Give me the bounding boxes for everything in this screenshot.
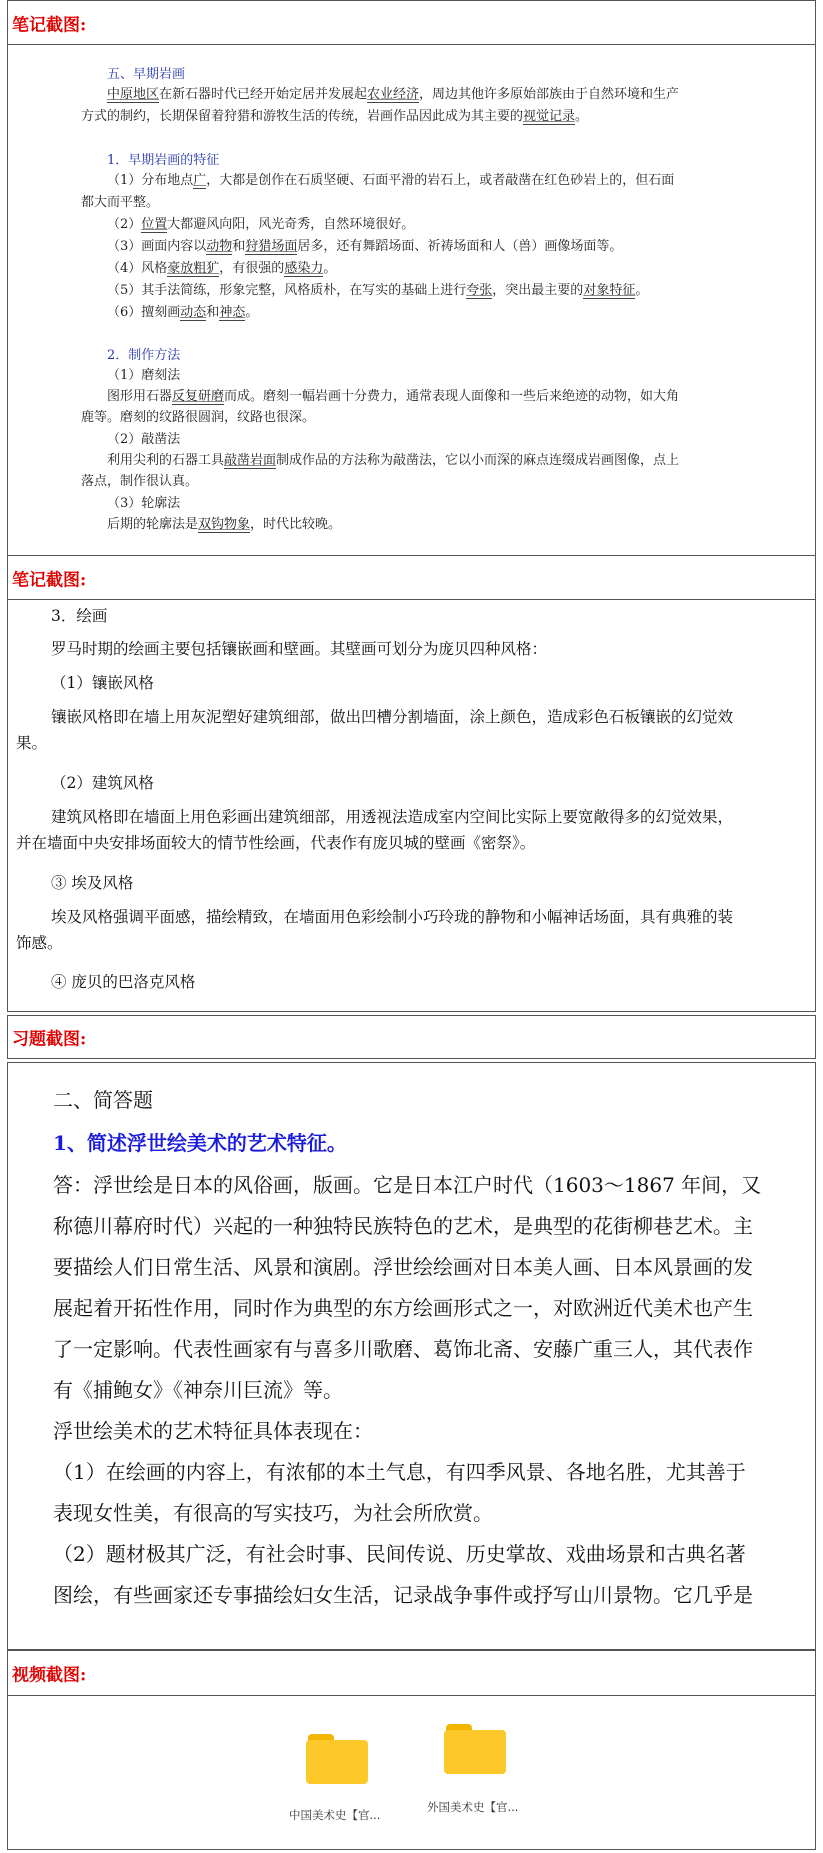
feature-line: （1）分布地点广，大都是创作在石质坚硬、石面平滑的岩石上，或者敲凿在红色砂岩上的，但石面 <box>107 173 675 188</box>
text-line: 罗马时期的绘画主要包括镶嵌画和壁画。其壁画可划分为庞贝四种风格： <box>51 640 548 658</box>
text-line: ④ 庞贝的巴洛克风格 <box>51 973 196 991</box>
text-line: （1）镶嵌风格 <box>51 674 154 692</box>
notes-header-1 <box>7 0 816 45</box>
method-line: （2）敲凿法 <box>107 432 181 447</box>
text-line: 并在墙面中央安排场面较大的情节性绘画，代表作有庞贝城的壁画《密祭》。 <box>16 834 536 852</box>
intro-line: 方式的制约，长期保留着狩猎和游牧生活的传统，岩画作品因此成为其主要的视觉记录。 <box>81 109 589 124</box>
video-panel <box>7 1695 816 1850</box>
subheading: 1．早期岩画的特征 <box>107 153 220 168</box>
answer-line: （1）在绘画的内容上，有浓郁的本土气息，有四季风景、各地名胜，尤其善于 <box>53 1460 746 1484</box>
notes-panel-1 <box>7 44 816 556</box>
method-line: 利用尖利的石器工具敲凿岩面制成作品的方法称为敲凿法，它以小而深的麻点连缀成岩画图像，点上 <box>107 453 680 468</box>
feature-line: （4）风格豪放粗犷，有很强的感染力。 <box>107 261 337 276</box>
section-title: 笔记截图: <box>12 15 87 35</box>
feature-line: （2）位置大都避风向阳，风光奇秀，自然环境很好。 <box>107 217 415 232</box>
answer-line: 展起着开拓性作用，同时作为典型的东方绘画形式之一，对欧洲近代美术也产生 <box>53 1296 753 1320</box>
exercise-panel <box>7 1062 816 1650</box>
method-line: 后期的轮廓法是双钩物象，时代比较晚。 <box>107 517 342 532</box>
heading: 五、早期岩画 <box>107 67 186 82</box>
section-title: 笔记截图: <box>12 570 87 590</box>
method-line: 落点，制作很认真。 <box>81 474 199 489</box>
answer-line: 称德川幕府时代）兴起的一种独特民族特色的艺术，是典型的花街柳巷艺术。主 <box>53 1214 753 1238</box>
notes-header-2 <box>7 555 816 600</box>
answer-line: 表现女性美，有很高的写实技巧，为社会所欣赏。 <box>53 1501 493 1525</box>
subheading: 2．制作方法 <box>107 348 181 363</box>
feature-line: （6）擅刻画动态和神态。 <box>107 305 259 320</box>
text-line: 果。 <box>16 734 48 752</box>
answer-line: 有《捕鲍女》《神奈川巨流》等。 <box>53 1378 343 1402</box>
answer-line: 答：浮世绘是日本的风俗画，版画。它是日本江户时代（1603～1867 年间，又 <box>53 1173 762 1197</box>
feature-line: 都大而平整。 <box>81 195 160 210</box>
text-line: （2）建筑风格 <box>51 774 154 792</box>
answer-line: 要描绘人们日常生活、风景和演剧。浮世绘绘画对日本美人画、日本风景画的发 <box>53 1255 753 1279</box>
feature-line: （5）其手法简练，形象完整，风格质朴，在写实的基础上进行夸张，突出最主要的对象特征。 <box>107 283 649 298</box>
intro-line: 中原地区在新石器时代已经开始定居并发展起农业经济，周边其他许多原始部族由于自然环境和生产 <box>107 87 680 102</box>
question-title: 1、简述浮世绘美术的艺术特征。 <box>53 1131 347 1155</box>
text-line: ③ 埃及风格 <box>51 874 134 892</box>
method-line: （3）轮廓法 <box>107 496 181 511</box>
exercise-header <box>7 1015 816 1059</box>
folder-icon[interactable] <box>306 1734 368 1784</box>
text-line: 埃及风格强调平面感，描绘精致，在墙面用色彩绘制小巧玲珑的静物和小幅神话场面，具有典雅的装 <box>51 908 734 926</box>
feature-line: （3）画面内容以动物和狩猎场面居多，还有舞蹈场面、祈祷场面和人（兽）画像场面等。 <box>107 239 623 254</box>
folder-icon[interactable] <box>444 1724 506 1774</box>
section-heading: 二、简答题 <box>53 1088 153 1112</box>
answer-line: 浮世绘美术的艺术特征具体表现在： <box>53 1419 373 1443</box>
notes-panel-2 <box>7 599 816 1012</box>
folder-label[interactable]: 外国美术史【官... <box>427 1800 519 1814</box>
text-line: 建筑风格即在墙面上用色彩画出建筑细部，用透视法造成室内空间比实际上要宽敞得多的幻觉效果， <box>51 808 734 826</box>
text-line: 3．绘画 <box>51 607 108 625</box>
folder-label[interactable]: 中国美术史【官... <box>289 1808 381 1822</box>
text-line: 饰感。 <box>16 934 63 952</box>
answer-line: 了一定影响。代表性画家有与喜多川歌磨、葛饰北斋、安藤广重三人，其代表作 <box>53 1337 753 1361</box>
section-title: 视频截图: <box>12 1665 87 1686</box>
section-title: 习题截图: <box>12 1029 87 1050</box>
answer-line: 图绘，有些画家还专事描绘妇女生活，记录战争事件或抒写山川景物。它几乎是 <box>53 1583 753 1607</box>
method-line: 图形用石器反复研磨而成。磨刻一幅岩画十分费力，通常表现人面像和一些后来绝迹的动物，如大角 <box>107 389 680 404</box>
method-line: （1）磨刻法 <box>107 368 181 383</box>
text-line: 镶嵌风格即在墙上用灰泥塑好建筑细部，做出凹槽分割墙面，涂上颜色，造成彩色石板镶嵌的幻觉效 <box>51 708 734 726</box>
method-line: 鹿等。磨刻的纹路很圆润，纹路也很深。 <box>81 410 316 425</box>
video-header <box>7 1650 816 1696</box>
answer-line: （2）题材极其广泛，有社会时事、民间传说、历史掌故、戏曲场景和古典名著 <box>53 1542 746 1566</box>
